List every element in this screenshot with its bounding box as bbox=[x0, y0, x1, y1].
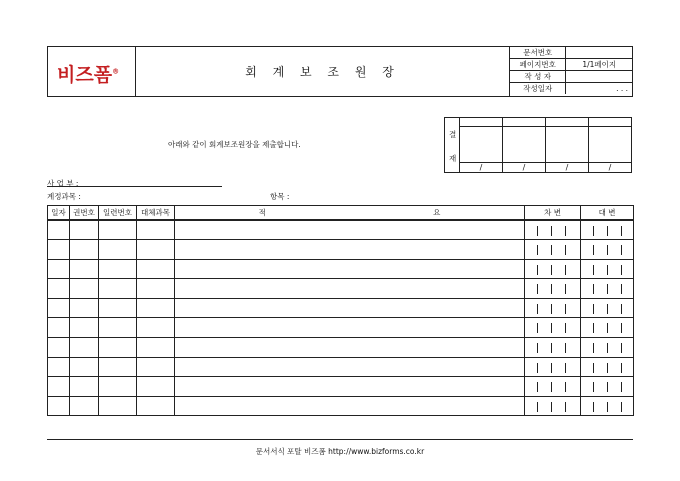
cell-serial-no[interactable] bbox=[99, 318, 137, 338]
meta-label: 페이지번호 bbox=[510, 59, 566, 71]
cell-serial-no[interactable] bbox=[99, 240, 137, 260]
ledger-row bbox=[48, 318, 634, 338]
approval-label bbox=[445, 118, 460, 172]
cell-contra-account[interactable] bbox=[137, 338, 175, 358]
ledger-header-row bbox=[48, 206, 634, 221]
cell-credit[interactable] bbox=[581, 338, 634, 358]
cell-debit[interactable] bbox=[525, 220, 581, 240]
cell-summary[interactable] bbox=[175, 377, 350, 397]
approval-title-cell bbox=[460, 118, 502, 127]
ledger-row bbox=[48, 259, 634, 279]
digit-separator bbox=[537, 382, 538, 392]
business-division-field[interactable] bbox=[47, 186, 222, 187]
digit-separator bbox=[593, 245, 594, 255]
digit-separator bbox=[593, 402, 594, 412]
approval-date-cell: / bbox=[589, 162, 631, 172]
ledger-row bbox=[48, 396, 634, 416]
cell-debit[interactable] bbox=[525, 240, 581, 260]
cell-summary[interactable] bbox=[175, 357, 350, 377]
digit-separator bbox=[593, 382, 594, 392]
cell-serial-no[interactable] bbox=[99, 259, 137, 279]
digit-separator bbox=[551, 265, 552, 275]
approval-title-cell bbox=[503, 118, 545, 127]
cell-credit[interactable] bbox=[581, 298, 634, 318]
cell-summary[interactable] bbox=[350, 279, 525, 299]
digit-separator bbox=[551, 343, 552, 353]
cell-serial-no[interactable] bbox=[99, 357, 137, 377]
cell-summary[interactable] bbox=[350, 377, 525, 397]
cell-summary[interactable] bbox=[350, 220, 525, 240]
cell-debit[interactable] bbox=[525, 377, 581, 397]
cell-debit[interactable] bbox=[525, 396, 581, 416]
approval-date-cell: / bbox=[460, 162, 502, 172]
digit-separator bbox=[565, 226, 566, 236]
digit-separator bbox=[621, 402, 622, 412]
digit-separator bbox=[551, 382, 552, 392]
digit-separator bbox=[551, 284, 552, 294]
cell-debit[interactable] bbox=[525, 357, 581, 377]
digit-separator bbox=[565, 265, 566, 275]
cell-credit[interactable] bbox=[581, 279, 634, 299]
cell-volume-no[interactable] bbox=[70, 357, 99, 377]
ledger-row bbox=[48, 338, 634, 358]
cell-volume-no[interactable] bbox=[70, 220, 99, 240]
digit-separator bbox=[565, 363, 566, 373]
cell-contra-account[interactable] bbox=[137, 298, 175, 318]
digit-separator bbox=[621, 382, 622, 392]
cell-volume-no[interactable] bbox=[70, 338, 99, 358]
meta-value-author[interactable] bbox=[566, 71, 632, 83]
digit-separator bbox=[607, 284, 608, 294]
cell-serial-no[interactable] bbox=[99, 298, 137, 318]
digit-separator bbox=[551, 304, 552, 314]
approval-date-cell: / bbox=[546, 162, 588, 172]
document-meta-table bbox=[510, 47, 632, 94]
meta-value-date[interactable]: . . . bbox=[616, 84, 628, 93]
digit-separator bbox=[551, 323, 552, 333]
approval-title-cell bbox=[589, 118, 631, 127]
ledger-row bbox=[48, 357, 634, 377]
digit-separator bbox=[593, 226, 594, 236]
digit-separator bbox=[607, 304, 608, 314]
cell-date[interactable] bbox=[48, 318, 70, 338]
approval-date-cell: / bbox=[503, 162, 545, 172]
footer-divider bbox=[47, 439, 633, 440]
cell-serial-no[interactable] bbox=[99, 377, 137, 397]
cell-summary[interactable] bbox=[175, 240, 350, 260]
cell-date[interactable] bbox=[48, 298, 70, 318]
cell-date[interactable] bbox=[48, 396, 70, 416]
col-header-date: 일자 bbox=[48, 206, 70, 221]
cell-credit[interactable] bbox=[581, 396, 634, 416]
digit-separator bbox=[607, 265, 608, 275]
digit-separator bbox=[607, 382, 608, 392]
digit-separator bbox=[607, 226, 608, 236]
cell-date[interactable] bbox=[48, 220, 70, 240]
cell-contra-account[interactable] bbox=[137, 279, 175, 299]
cell-summary[interactable] bbox=[175, 396, 350, 416]
cell-debit[interactable] bbox=[525, 279, 581, 299]
digit-separator bbox=[607, 343, 608, 353]
digit-separator bbox=[593, 304, 594, 314]
cell-serial-no[interactable] bbox=[99, 279, 137, 299]
cell-volume-no[interactable] bbox=[70, 396, 99, 416]
cell-credit[interactable] bbox=[581, 220, 634, 240]
digit-separator bbox=[593, 343, 594, 353]
digit-separator bbox=[593, 265, 594, 275]
digit-separator bbox=[537, 245, 538, 255]
digit-separator bbox=[537, 226, 538, 236]
cell-debit[interactable] bbox=[525, 259, 581, 279]
col-header-volume-no: 권번호 bbox=[70, 206, 99, 221]
digit-separator bbox=[621, 304, 622, 314]
digit-separator bbox=[537, 343, 538, 353]
digit-separator bbox=[621, 323, 622, 333]
col-header-summary-1: 적 bbox=[175, 206, 350, 221]
cell-summary[interactable] bbox=[350, 396, 525, 416]
digit-separator bbox=[537, 284, 538, 294]
digit-separator bbox=[537, 402, 538, 412]
account-label: 계정과목 : bbox=[47, 192, 81, 201]
cell-summary[interactable] bbox=[175, 338, 350, 358]
cell-volume-no[interactable] bbox=[70, 377, 99, 397]
ledger-row bbox=[48, 377, 634, 397]
digit-separator bbox=[593, 284, 594, 294]
cell-contra-account[interactable] bbox=[137, 318, 175, 338]
cell-volume-no[interactable] bbox=[70, 259, 99, 279]
digit-separator bbox=[593, 323, 594, 333]
digit-separator bbox=[565, 284, 566, 294]
approval-signature-box[interactable] bbox=[460, 118, 503, 172]
approval-box bbox=[444, 117, 632, 173]
cell-summary[interactable] bbox=[175, 298, 350, 318]
cell-debit[interactable] bbox=[525, 318, 581, 338]
approval-signature-box[interactable] bbox=[546, 118, 589, 172]
ledger-row bbox=[48, 220, 634, 240]
digit-separator bbox=[565, 245, 566, 255]
cell-volume-no[interactable] bbox=[70, 298, 99, 318]
col-header-contra-account: 대체과목 bbox=[137, 206, 175, 221]
cell-debit[interactable] bbox=[525, 338, 581, 358]
document-header bbox=[47, 46, 633, 97]
cell-credit[interactable] bbox=[581, 318, 634, 338]
ledger-row bbox=[48, 240, 634, 260]
digit-separator bbox=[607, 245, 608, 255]
cell-volume-no[interactable] bbox=[70, 240, 99, 260]
digit-separator bbox=[551, 245, 552, 255]
ledger-row bbox=[48, 279, 634, 299]
digit-separator bbox=[621, 265, 622, 275]
digit-separator bbox=[593, 363, 594, 373]
cell-serial-no[interactable] bbox=[99, 220, 137, 240]
cell-summary[interactable] bbox=[350, 357, 525, 377]
approval-label-bottom: 재 bbox=[449, 154, 457, 163]
bizforms-logo: 비즈폼® bbox=[57, 64, 120, 86]
meta-row bbox=[510, 83, 632, 95]
approval-signature-box[interactable] bbox=[589, 118, 631, 172]
digit-separator bbox=[551, 363, 552, 373]
digit-separator bbox=[537, 323, 538, 333]
cell-summary[interactable] bbox=[175, 220, 350, 240]
logo-cell bbox=[48, 47, 136, 96]
ledger-row bbox=[48, 298, 634, 318]
cell-volume-no[interactable] bbox=[70, 279, 99, 299]
digit-separator bbox=[621, 226, 622, 236]
meta-row bbox=[510, 59, 632, 71]
digit-separator bbox=[607, 402, 608, 412]
approval-title-cell bbox=[546, 118, 588, 127]
meta-value-doc-number[interactable] bbox=[566, 47, 632, 59]
digit-separator bbox=[621, 245, 622, 255]
col-header-credit: 대 변 bbox=[581, 206, 634, 221]
meta-value-page-number[interactable]: 1/1페이지 bbox=[566, 59, 632, 71]
cell-contra-account[interactable] bbox=[137, 220, 175, 240]
digit-separator bbox=[607, 323, 608, 333]
digit-separator bbox=[621, 284, 622, 294]
cell-credit[interactable] bbox=[581, 357, 634, 377]
meta-label: 문서번호 bbox=[510, 47, 566, 59]
cell-serial-no[interactable] bbox=[99, 338, 137, 358]
document-title: 회 계 보 조 원 장 bbox=[136, 47, 510, 96]
col-header-serial-no: 일련번호 bbox=[99, 206, 137, 221]
meta-label: 작성일자 bbox=[510, 83, 566, 95]
cell-credit[interactable] bbox=[581, 377, 634, 397]
digit-separator bbox=[565, 402, 566, 412]
cell-summary[interactable] bbox=[350, 318, 525, 338]
cell-summary[interactable] bbox=[350, 338, 525, 358]
footer-text: 문서서식 포탈 비즈폼 http://www.bizforms.co.kr bbox=[255, 447, 425, 456]
digit-separator bbox=[551, 402, 552, 412]
cell-summary[interactable] bbox=[175, 279, 350, 299]
digit-separator bbox=[537, 363, 538, 373]
col-header-debit: 차 변 bbox=[525, 206, 581, 221]
cell-contra-account[interactable] bbox=[137, 396, 175, 416]
cell-date[interactable] bbox=[48, 259, 70, 279]
cell-date[interactable] bbox=[48, 338, 70, 358]
approval-label-top: 결 bbox=[449, 130, 457, 139]
cell-credit[interactable] bbox=[581, 240, 634, 260]
ledger-table bbox=[47, 205, 634, 416]
digit-separator bbox=[537, 265, 538, 275]
digit-separator bbox=[537, 304, 538, 314]
digit-separator bbox=[565, 323, 566, 333]
cell-date[interactable] bbox=[48, 240, 70, 260]
digit-separator bbox=[551, 226, 552, 236]
cell-summary[interactable] bbox=[175, 318, 350, 338]
cell-date[interactable] bbox=[48, 377, 70, 397]
digit-separator bbox=[607, 363, 608, 373]
cell-contra-account[interactable] bbox=[137, 377, 175, 397]
digit-separator bbox=[565, 343, 566, 353]
cell-contra-account[interactable] bbox=[137, 259, 175, 279]
intro-text: 아래와 같이 회계보조원장을 제출합니다. bbox=[168, 140, 301, 149]
cell-summary[interactable] bbox=[175, 259, 350, 279]
cell-volume-no[interactable] bbox=[70, 318, 99, 338]
meta-label: 작 성 자 bbox=[510, 71, 566, 83]
business-division-label: 사 업 부 : bbox=[47, 179, 79, 188]
cell-summary[interactable] bbox=[350, 298, 525, 318]
cell-serial-no[interactable] bbox=[99, 396, 137, 416]
digit-separator bbox=[621, 343, 622, 353]
cell-summary[interactable] bbox=[350, 259, 525, 279]
meta-row bbox=[510, 71, 632, 83]
item-label: 항목 : bbox=[270, 192, 290, 201]
cell-credit[interactable] bbox=[581, 259, 634, 279]
cell-date[interactable] bbox=[48, 357, 70, 377]
approval-signature-box[interactable] bbox=[503, 118, 546, 172]
digit-separator bbox=[621, 363, 622, 373]
cell-date[interactable] bbox=[48, 279, 70, 299]
digit-separator bbox=[565, 382, 566, 392]
cell-contra-account[interactable] bbox=[137, 240, 175, 260]
cell-debit[interactable] bbox=[525, 298, 581, 318]
cell-summary[interactable] bbox=[350, 240, 525, 260]
col-header-summary-2: 요 bbox=[350, 206, 525, 221]
digit-separator bbox=[565, 304, 566, 314]
cell-contra-account[interactable] bbox=[137, 357, 175, 377]
meta-row bbox=[510, 47, 632, 59]
